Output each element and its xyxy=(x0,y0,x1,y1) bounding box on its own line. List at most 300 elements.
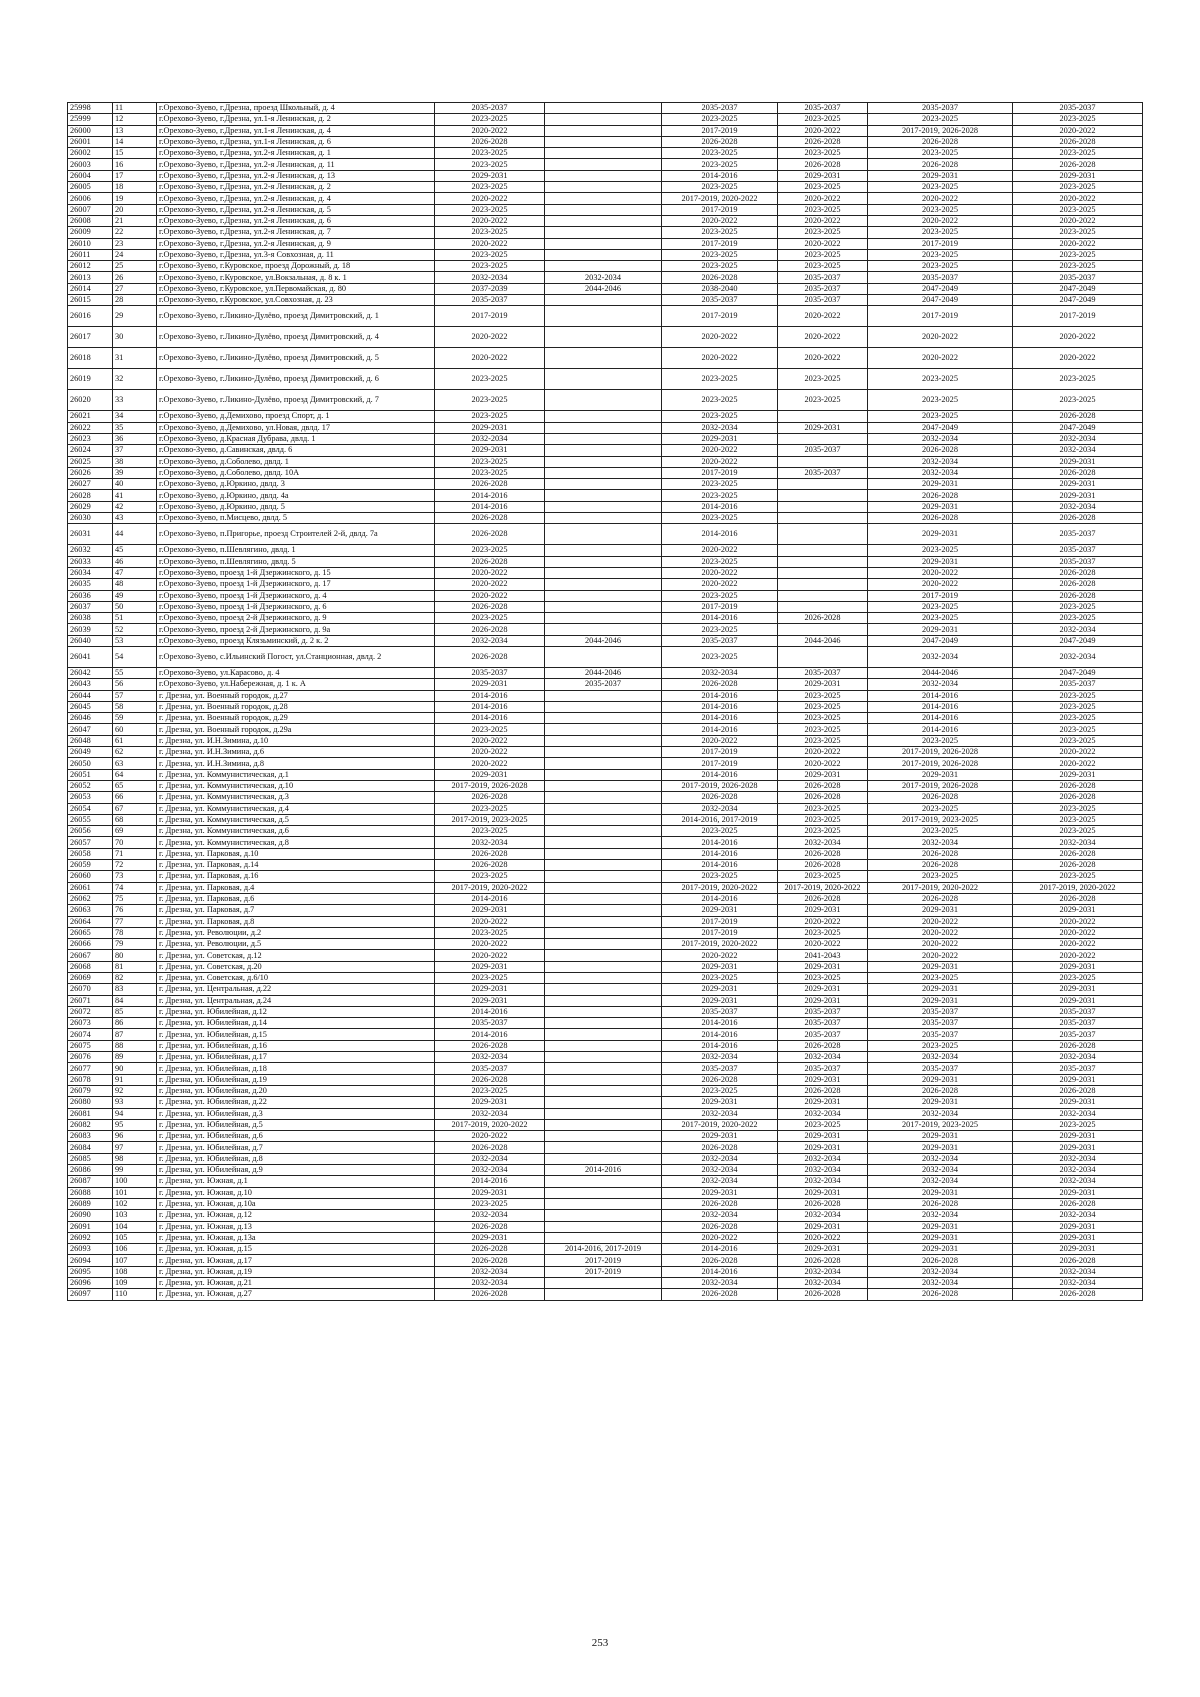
period-6-cell: 2029-2031 xyxy=(1013,1232,1143,1243)
period-3-cell: 2026-2028 xyxy=(662,1221,778,1232)
period-3-cell: 2017-2019 xyxy=(662,306,778,327)
period-6-cell: 2026-2028 xyxy=(1013,159,1143,170)
period-2-cell xyxy=(545,159,662,170)
table-row xyxy=(68,215,1143,226)
period-4-cell: 2023-2025 xyxy=(778,814,868,825)
period-4-cell: 2020-2022 xyxy=(778,327,868,348)
table-row xyxy=(68,635,1143,646)
table-row xyxy=(68,136,1143,147)
period-1-cell: 2023-2025 xyxy=(435,927,545,938)
row-number-cell: 16 xyxy=(113,159,157,170)
row-number-cell: 38 xyxy=(113,456,157,467)
period-2-cell xyxy=(545,613,662,624)
table-row xyxy=(68,1221,1143,1232)
period-2-cell xyxy=(545,646,662,667)
period-3-cell: 2014-2016 xyxy=(662,701,778,712)
period-1-cell: 2026-2028 xyxy=(435,1289,545,1300)
address-cell: г. Дрезна, ул. Южная, д.27 xyxy=(157,1289,435,1300)
period-2-cell xyxy=(545,950,662,961)
period-4-cell: 2026-2028 xyxy=(778,159,868,170)
period-1-cell: 2023-2025 xyxy=(435,261,545,272)
period-4-cell: 2026-2028 xyxy=(778,792,868,803)
address-cell: г.Орехово-Зуево, г.Ликино-Дулёво, проезд Димитровский, д. 5 xyxy=(157,348,435,369)
period-2-cell xyxy=(545,1131,662,1142)
period-3-cell: 2029-2031 xyxy=(662,961,778,972)
address-cell: г. Дрезна, ул. Военный городок, д.27 xyxy=(157,690,435,701)
table-row xyxy=(68,995,1143,1006)
period-2-cell xyxy=(545,1029,662,1040)
period-3-cell: 2032-2034 xyxy=(662,803,778,814)
address-cell: г. Дрезна, ул. Юбилейная, д.8 xyxy=(157,1153,435,1164)
period-1-cell: 2023-2025 xyxy=(435,1198,545,1209)
period-3-cell: 2032-2034 xyxy=(662,1165,778,1176)
period-6-cell: 2026-2028 xyxy=(1013,567,1143,578)
period-4-cell: 2023-2025 xyxy=(778,1119,868,1130)
period-6-cell: 2023-2025 xyxy=(1013,182,1143,193)
row-id-cell: 26087 xyxy=(68,1176,113,1187)
period-4-cell xyxy=(778,490,868,501)
table-row xyxy=(68,1210,1143,1221)
row-number-cell: 75 xyxy=(113,893,157,904)
address-cell: г. Дрезна, ул. Южная, д.15 xyxy=(157,1244,435,1255)
period-4-cell xyxy=(778,411,868,422)
period-3-cell: 2020-2022 xyxy=(662,456,778,467)
row-id-cell: 26059 xyxy=(68,860,113,871)
address-cell: г. Дрезна, ул. Коммунистическая, д.3 xyxy=(157,792,435,803)
period-5-cell: 2035-2037 xyxy=(868,1063,1013,1074)
table-row xyxy=(68,950,1143,961)
period-3-cell: 2014-2016 xyxy=(662,1244,778,1255)
row-number-cell: 21 xyxy=(113,215,157,226)
period-6-cell: 2032-2034 xyxy=(1013,1165,1143,1176)
period-2-cell: 2014-2016, 2017-2019 xyxy=(545,1244,662,1255)
period-5-cell: 2026-2028 xyxy=(868,1289,1013,1300)
period-4-cell: 2023-2025 xyxy=(778,204,868,215)
row-number-cell: 20 xyxy=(113,204,157,215)
period-6-cell: 2017-2019 xyxy=(1013,306,1143,327)
address-cell: г.Орехово-Зуево, ул.Карасово, д. 4 xyxy=(157,667,435,678)
period-3-cell: 2029-2031 xyxy=(662,1097,778,1108)
period-4-cell: 2029-2031 xyxy=(778,1221,868,1232)
period-6-cell: 2026-2028 xyxy=(1013,513,1143,524)
table-row xyxy=(68,1244,1143,1255)
period-2-cell xyxy=(545,848,662,859)
table-row xyxy=(68,780,1143,791)
period-2-cell xyxy=(545,1142,662,1153)
period-2-cell xyxy=(545,114,662,125)
address-cell: г.Орехово-Зуево, г.Дрезна, ул.3-я Совхозная, д. 11 xyxy=(157,249,435,260)
row-number-cell: 49 xyxy=(113,590,157,601)
period-1-cell: 2014-2016 xyxy=(435,893,545,904)
row-number-cell: 61 xyxy=(113,735,157,746)
period-2-cell xyxy=(545,369,662,390)
period-4-cell: 2035-2037 xyxy=(778,1063,868,1074)
period-5-cell: 2020-2022 xyxy=(868,927,1013,938)
period-5-cell: 2023-2025 xyxy=(868,249,1013,260)
period-5-cell: 2029-2031 xyxy=(868,1221,1013,1232)
table-row xyxy=(68,747,1143,758)
period-4-cell: 2023-2025 xyxy=(778,249,868,260)
period-6-cell: 2023-2025 xyxy=(1013,114,1143,125)
address-cell: г. Дрезна, ул. Юбилейная, д.19 xyxy=(157,1074,435,1085)
table-row xyxy=(68,1063,1143,1074)
address-cell: г.Орехово-Зуево, г.Куровское, ул.Вокзальная, д. 8 к. 1 xyxy=(157,272,435,283)
period-5-cell: 2029-2031 xyxy=(868,1074,1013,1085)
address-cell: г.Орехово-Зуево, проезд 1-й Дзержинского, д. 17 xyxy=(157,579,435,590)
row-id-cell: 26089 xyxy=(68,1198,113,1209)
row-id-cell: 25998 xyxy=(68,103,113,114)
period-4-cell: 2029-2031 xyxy=(778,1131,868,1142)
table-row xyxy=(68,193,1143,204)
table-row xyxy=(68,961,1143,972)
address-cell: г. Дрезна, ул. Революции, д.5 xyxy=(157,939,435,950)
period-1-cell: 2020-2022 xyxy=(435,193,545,204)
period-3-cell: 2029-2031 xyxy=(662,984,778,995)
period-3-cell: 2017-2019, 2020-2022 xyxy=(662,939,778,950)
period-6-cell: 2026-2028 xyxy=(1013,848,1143,859)
table-row xyxy=(68,1255,1143,1266)
period-6-cell: 2032-2034 xyxy=(1013,646,1143,667)
row-number-cell: 65 xyxy=(113,780,157,791)
period-1-cell: 2023-2025 xyxy=(435,204,545,215)
period-5-cell: 2023-2025 xyxy=(868,390,1013,411)
period-3-cell: 2023-2025 xyxy=(662,826,778,837)
period-3-cell: 2023-2025 xyxy=(662,411,778,422)
period-3-cell: 2020-2022 xyxy=(662,735,778,746)
period-2-cell xyxy=(545,601,662,612)
period-1-cell: 2020-2022 xyxy=(435,579,545,590)
row-id-cell: 26058 xyxy=(68,848,113,859)
period-4-cell xyxy=(778,456,868,467)
period-4-cell: 2032-2034 xyxy=(778,1165,868,1176)
period-2-cell: 2017-2019 xyxy=(545,1266,662,1277)
period-1-cell: 2023-2025 xyxy=(435,159,545,170)
address-cell: г. Дрезна, ул. Южная, д.13 xyxy=(157,1221,435,1232)
table-row xyxy=(68,1108,1143,1119)
period-5-cell: 2026-2028 xyxy=(868,513,1013,524)
row-number-cell: 60 xyxy=(113,724,157,735)
period-3-cell: 2029-2031 xyxy=(662,1131,778,1142)
period-4-cell: 2020-2022 xyxy=(778,348,868,369)
period-5-cell: 2020-2022 xyxy=(868,950,1013,961)
period-6-cell: 2026-2028 xyxy=(1013,1289,1143,1300)
table-row xyxy=(68,624,1143,635)
table-row xyxy=(68,984,1143,995)
period-5-cell: 2017-2019 xyxy=(868,590,1013,601)
period-5-cell: 2023-2025 xyxy=(868,545,1013,556)
period-4-cell: 2029-2031 xyxy=(778,1097,868,1108)
period-2-cell xyxy=(545,125,662,136)
table-row xyxy=(68,513,1143,524)
period-6-cell: 2023-2025 xyxy=(1013,826,1143,837)
table-row xyxy=(68,667,1143,678)
period-3-cell: 2032-2034 xyxy=(662,1210,778,1221)
row-number-cell: 80 xyxy=(113,950,157,961)
period-4-cell xyxy=(778,579,868,590)
period-2-cell xyxy=(545,1006,662,1017)
period-1-cell: 2014-2016 xyxy=(435,1006,545,1017)
table-row xyxy=(68,369,1143,390)
period-3-cell: 2023-2025 xyxy=(662,159,778,170)
row-number-cell: 81 xyxy=(113,961,157,972)
period-4-cell: 2029-2031 xyxy=(778,961,868,972)
period-1-cell: 2032-2034 xyxy=(435,1266,545,1277)
period-2-cell xyxy=(545,490,662,501)
period-2-cell: 2014-2016 xyxy=(545,1165,662,1176)
address-cell: г. Дрезна, ул. Коммунистическая, д.10 xyxy=(157,780,435,791)
period-5-cell: 2029-2031 xyxy=(868,995,1013,1006)
period-1-cell: 2026-2028 xyxy=(435,1244,545,1255)
table-row xyxy=(68,467,1143,478)
period-4-cell: 2023-2025 xyxy=(778,690,868,701)
period-3-cell: 2017-2019 xyxy=(662,467,778,478)
row-id-cell: 26091 xyxy=(68,1221,113,1232)
period-2-cell xyxy=(545,204,662,215)
address-cell: г. Дрезна, ул. Юбилейная, д.17 xyxy=(157,1052,435,1063)
period-5-cell: 2032-2034 xyxy=(868,1266,1013,1277)
period-2-cell xyxy=(545,295,662,306)
period-5-cell: 2044-2046 xyxy=(868,667,1013,678)
table-row xyxy=(68,556,1143,567)
period-3-cell: 2023-2025 xyxy=(662,513,778,524)
row-id-cell: 26001 xyxy=(68,136,113,147)
address-cell: г.Орехово-Зуево, д.Юркино, двлд. 4а xyxy=(157,490,435,501)
row-number-cell: 83 xyxy=(113,984,157,995)
address-cell: г. Дрезна, ул. Парковая, д.4 xyxy=(157,882,435,893)
row-id-cell: 26074 xyxy=(68,1029,113,1040)
period-1-cell: 2026-2028 xyxy=(435,848,545,859)
period-6-cell: 2023-2025 xyxy=(1013,249,1143,260)
address-cell: г.Орехово-Зуево, г.Дрезна, ул.1-я Ленинская, д. 6 xyxy=(157,136,435,147)
row-number-cell: 78 xyxy=(113,927,157,938)
row-id-cell: 26022 xyxy=(68,422,113,433)
period-5-cell: 2035-2037 xyxy=(868,1006,1013,1017)
period-1-cell: 2020-2022 xyxy=(435,939,545,950)
period-4-cell: 2026-2028 xyxy=(778,848,868,859)
period-4-cell: 2032-2034 xyxy=(778,1052,868,1063)
period-4-cell: 2023-2025 xyxy=(778,871,868,882)
row-number-cell: 91 xyxy=(113,1074,157,1085)
period-3-cell: 2017-2019 xyxy=(662,747,778,758)
period-2-cell xyxy=(545,579,662,590)
period-3-cell: 2029-2031 xyxy=(662,995,778,1006)
period-5-cell: 2029-2031 xyxy=(868,905,1013,916)
period-6-cell: 2047-2049 xyxy=(1013,667,1143,678)
period-2-cell xyxy=(545,1108,662,1119)
row-id-cell: 26084 xyxy=(68,1142,113,1153)
row-id-cell: 26054 xyxy=(68,803,113,814)
row-number-cell: 59 xyxy=(113,713,157,724)
table-row xyxy=(68,1142,1143,1153)
period-2-cell xyxy=(545,1074,662,1085)
row-id-cell: 26062 xyxy=(68,893,113,904)
table-row xyxy=(68,803,1143,814)
period-4-cell: 2029-2031 xyxy=(778,422,868,433)
row-number-cell: 45 xyxy=(113,545,157,556)
period-2-cell xyxy=(545,103,662,114)
period-5-cell: 2026-2028 xyxy=(868,848,1013,859)
table-row xyxy=(68,1029,1143,1040)
table-row xyxy=(68,579,1143,590)
row-id-cell: 26034 xyxy=(68,567,113,578)
period-3-cell: 2023-2025 xyxy=(662,148,778,159)
row-number-cell: 39 xyxy=(113,467,157,478)
period-6-cell: 2032-2034 xyxy=(1013,837,1143,848)
period-1-cell: 2023-2025 xyxy=(435,249,545,260)
address-cell: г. Дрезна, ул. Юбилейная, д.16 xyxy=(157,1040,435,1051)
row-id-cell: 26014 xyxy=(68,283,113,294)
period-5-cell: 2026-2028 xyxy=(868,792,1013,803)
period-3-cell: 2014-2016 xyxy=(662,501,778,512)
row-number-cell: 35 xyxy=(113,422,157,433)
period-2-cell xyxy=(545,1232,662,1243)
period-3-cell: 2014-2016 xyxy=(662,837,778,848)
period-4-cell: 2026-2028 xyxy=(778,780,868,791)
period-5-cell: 2029-2031 xyxy=(868,524,1013,545)
period-3-cell: 2017-2019, 2020-2022 xyxy=(662,193,778,204)
row-number-cell: 62 xyxy=(113,747,157,758)
period-4-cell: 2026-2028 xyxy=(778,136,868,147)
row-id-cell: 26068 xyxy=(68,961,113,972)
period-6-cell: 2029-2031 xyxy=(1013,1142,1143,1153)
period-6-cell: 2047-2049 xyxy=(1013,295,1143,306)
table-row xyxy=(68,590,1143,601)
period-2-cell xyxy=(545,624,662,635)
row-id-cell: 26008 xyxy=(68,215,113,226)
period-5-cell: 2023-2025 xyxy=(868,803,1013,814)
period-2-cell: 2017-2019 xyxy=(545,1255,662,1266)
period-2-cell: 2044-2046 xyxy=(545,635,662,646)
row-number-cell: 24 xyxy=(113,249,157,260)
period-2-cell xyxy=(545,524,662,545)
period-4-cell: 2026-2028 xyxy=(778,1198,868,1209)
period-4-cell: 2032-2034 xyxy=(778,1210,868,1221)
address-cell: г. Дрезна, ул. Парковая, д.8 xyxy=(157,916,435,927)
address-cell: г.Орехово-Зуево, г.Дрезна, ул.2-я Ленинская, д. 2 xyxy=(157,182,435,193)
period-5-cell: 2032-2034 xyxy=(868,433,1013,444)
period-3-cell: 2017-2019 xyxy=(662,601,778,612)
period-2-cell xyxy=(545,780,662,791)
period-4-cell: 2032-2034 xyxy=(778,837,868,848)
period-4-cell: 2020-2022 xyxy=(778,125,868,136)
row-number-cell: 33 xyxy=(113,390,157,411)
period-5-cell: 2023-2025 xyxy=(868,871,1013,882)
period-1-cell: 2017-2019 xyxy=(435,306,545,327)
row-id-cell: 26051 xyxy=(68,769,113,780)
period-6-cell: 2023-2025 xyxy=(1013,871,1143,882)
period-1-cell: 2014-2016 xyxy=(435,701,545,712)
period-1-cell: 2023-2025 xyxy=(435,456,545,467)
period-4-cell: 2020-2022 xyxy=(778,193,868,204)
period-6-cell: 2020-2022 xyxy=(1013,238,1143,249)
period-3-cell: 2029-2031 xyxy=(662,1187,778,1198)
period-2-cell xyxy=(545,1153,662,1164)
address-cell: г. Дрезна, ул. Советская, д.12 xyxy=(157,950,435,961)
period-1-cell: 2035-2037 xyxy=(435,1018,545,1029)
period-5-cell: 2029-2031 xyxy=(868,624,1013,635)
row-id-cell: 26030 xyxy=(68,513,113,524)
period-5-cell: 2023-2025 xyxy=(868,613,1013,624)
period-4-cell xyxy=(778,624,868,635)
row-id-cell: 26061 xyxy=(68,882,113,893)
period-5-cell: 2047-2049 xyxy=(868,635,1013,646)
table-row xyxy=(68,701,1143,712)
period-5-cell: 2020-2022 xyxy=(868,215,1013,226)
address-cell: г. Дрезна, ул. Юбилейная, д.6 xyxy=(157,1131,435,1142)
period-2-cell xyxy=(545,1210,662,1221)
period-3-cell: 2029-2031 xyxy=(662,905,778,916)
period-6-cell: 2035-2037 xyxy=(1013,545,1143,556)
row-number-cell: 12 xyxy=(113,114,157,125)
period-1-cell: 2020-2022 xyxy=(435,747,545,758)
table-row xyxy=(68,735,1143,746)
period-6-cell: 2035-2037 xyxy=(1013,556,1143,567)
period-6-cell: 2047-2049 xyxy=(1013,635,1143,646)
table-row xyxy=(68,724,1143,735)
period-1-cell: 2029-2031 xyxy=(435,961,545,972)
period-6-cell: 2023-2025 xyxy=(1013,613,1143,624)
row-number-cell: 89 xyxy=(113,1052,157,1063)
period-6-cell: 2020-2022 xyxy=(1013,125,1143,136)
period-1-cell: 2029-2031 xyxy=(435,170,545,181)
period-6-cell: 2023-2025 xyxy=(1013,735,1143,746)
period-5-cell: 2029-2031 xyxy=(868,501,1013,512)
period-2-cell xyxy=(545,249,662,260)
table-row xyxy=(68,769,1143,780)
period-6-cell: 2032-2034 xyxy=(1013,1278,1143,1289)
address-cell: г.Орехово-Зуево, г.Куровское, проезд Дорожный, д. 18 xyxy=(157,261,435,272)
period-6-cell: 2020-2022 xyxy=(1013,939,1143,950)
row-number-cell: 40 xyxy=(113,479,157,490)
period-2-cell xyxy=(545,905,662,916)
period-6-cell: 2035-2037 xyxy=(1013,103,1143,114)
period-5-cell: 2029-2031 xyxy=(868,1244,1013,1255)
table-row xyxy=(68,905,1143,916)
row-number-cell: 104 xyxy=(113,1221,157,1232)
row-id-cell: 26016 xyxy=(68,306,113,327)
period-5-cell: 2020-2022 xyxy=(868,193,1013,204)
row-id-cell: 26093 xyxy=(68,1244,113,1255)
period-5-cell: 2017-2019 xyxy=(868,238,1013,249)
period-2-cell xyxy=(545,1018,662,1029)
address-cell: г.Орехово-Зуево, г.Дрезна, ул.2-я Ленинская, д. 9 xyxy=(157,238,435,249)
period-6-cell: 2026-2028 xyxy=(1013,1085,1143,1096)
period-2-cell xyxy=(545,390,662,411)
period-2-cell xyxy=(545,916,662,927)
row-number-cell: 105 xyxy=(113,1232,157,1243)
period-2-cell xyxy=(545,467,662,478)
period-2-cell xyxy=(545,724,662,735)
address-cell: г.Орехово-Зуево, г.Ликино-Дулёво, проезд Димитровский, д. 4 xyxy=(157,327,435,348)
row-number-cell: 95 xyxy=(113,1119,157,1130)
row-number-cell: 82 xyxy=(113,973,157,984)
row-number-cell: 99 xyxy=(113,1165,157,1176)
table-row xyxy=(68,613,1143,624)
row-id-cell: 26035 xyxy=(68,579,113,590)
row-number-cell: 70 xyxy=(113,837,157,848)
period-1-cell: 2020-2022 xyxy=(435,215,545,226)
period-6-cell: 2020-2022 xyxy=(1013,758,1143,769)
period-4-cell: 2023-2025 xyxy=(778,369,868,390)
row-number-cell: 68 xyxy=(113,814,157,825)
row-id-cell: 26006 xyxy=(68,193,113,204)
period-5-cell: 2047-2049 xyxy=(868,283,1013,294)
table-row xyxy=(68,916,1143,927)
period-6-cell: 2047-2049 xyxy=(1013,283,1143,294)
period-3-cell: 2023-2025 xyxy=(662,646,778,667)
table-row xyxy=(68,306,1143,327)
address-cell: г. Дрезна, ул. Южная, д.21 xyxy=(157,1278,435,1289)
